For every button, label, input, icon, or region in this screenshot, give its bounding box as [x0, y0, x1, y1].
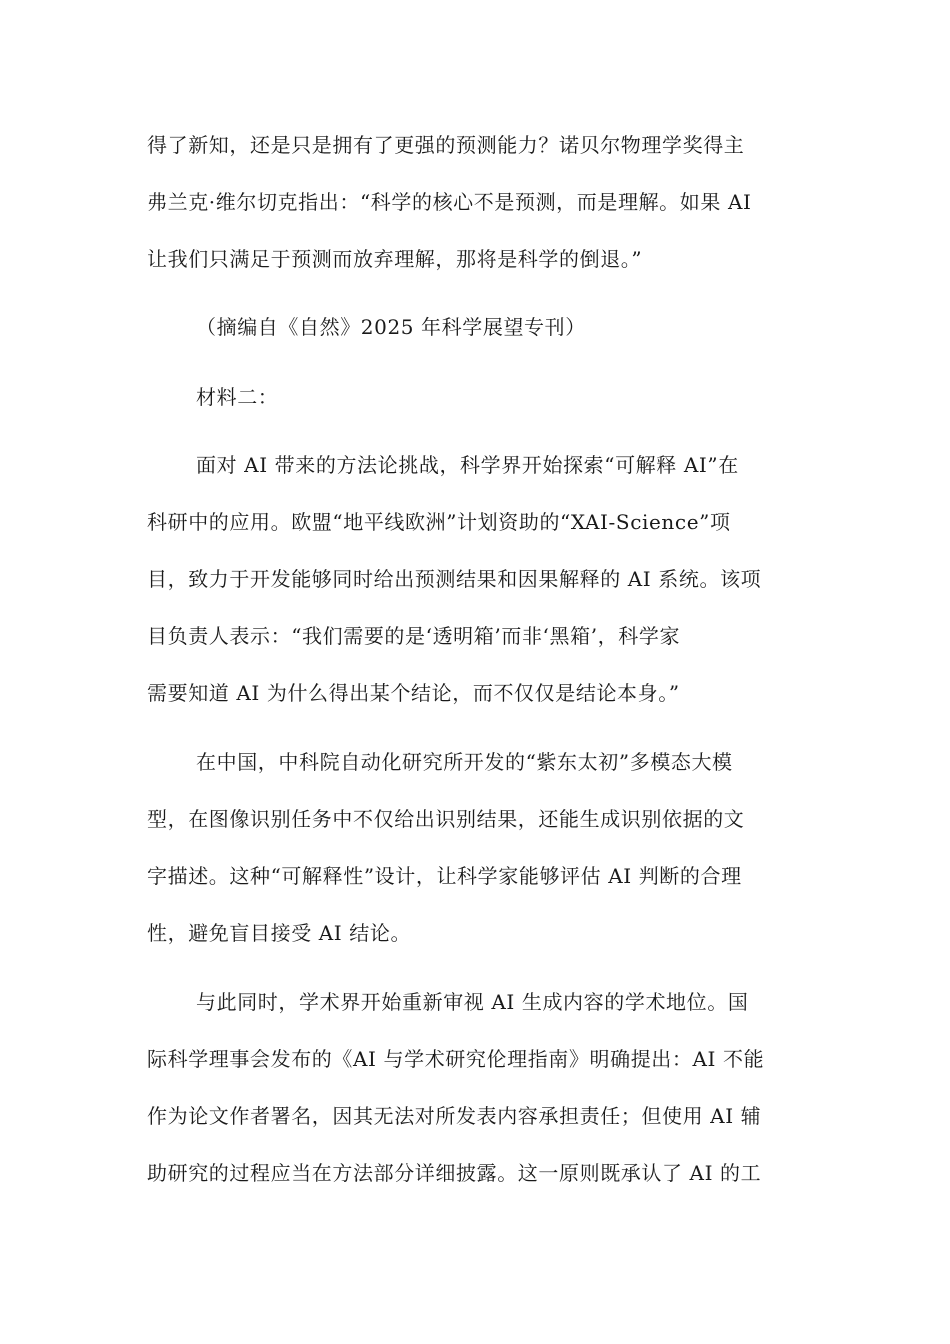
text-line: 性，避免盲目接受 AI 结论。: [147, 921, 412, 945]
text-line: 目，致力于开发能够同时给出预测结果和因果解释的 AI 系统。该项: [147, 567, 762, 591]
text-line: 型，在图像识别任务中不仅给出识别结果，还能生成识别依据的文: [147, 807, 745, 831]
paragraph-first-line: 面对 AI 带来的方法论挑战，科学界开始探索“可解释 AI”在: [196, 453, 739, 477]
text-line: 让我们只满足于预测而放弃理解，那将是科学的倒退。”: [147, 247, 643, 271]
text-line: 助研究的过程应当在方法部分详细披露。这一原则既承认了 AI 的工: [147, 1161, 762, 1185]
text-line: 需要知道 AI 为什么得出某个结论，而不仅仅是结论本身。”: [147, 681, 680, 705]
text-line: 目负责人表示：“我们需要的是‘透明箱’而非‘黑箱’，科学家: [147, 624, 681, 648]
source-citation: （摘编自《自然》2025 年科学展望专刊）: [196, 315, 586, 339]
paragraph-first-line: 在中国，中科院自动化研究所开发的“紫东太初”多模态大模: [196, 750, 733, 774]
paragraph-first-line: 与此同时，学术界开始重新审视 AI 生成内容的学术地位。国: [196, 990, 749, 1014]
section-heading: 材料二：: [196, 385, 279, 409]
text-line: 弗兰克·维尔切克指出：“科学的核心不是预测，而是理解。如果 AI: [147, 190, 752, 214]
text-line: 际科学理事会发布的《AI 与学术研究伦理指南》明确提出：AI 不能: [147, 1047, 765, 1071]
text-line: 作为论文作者署名，因其无法对所发表内容承担责任；但使用 AI 辅: [147, 1104, 762, 1128]
text-line: 科研中的应用。欧盟“地平线欧洲”计划资助的“XAI-Science”项: [147, 510, 731, 534]
text-line: 字描述。这种“可解释性”设计，让科学家能够评估 AI 判断的合理: [147, 864, 742, 888]
text-line: 得了新知，还是只是拥有了更强的预测能力？诺贝尔物理学奖得主: [147, 133, 745, 157]
